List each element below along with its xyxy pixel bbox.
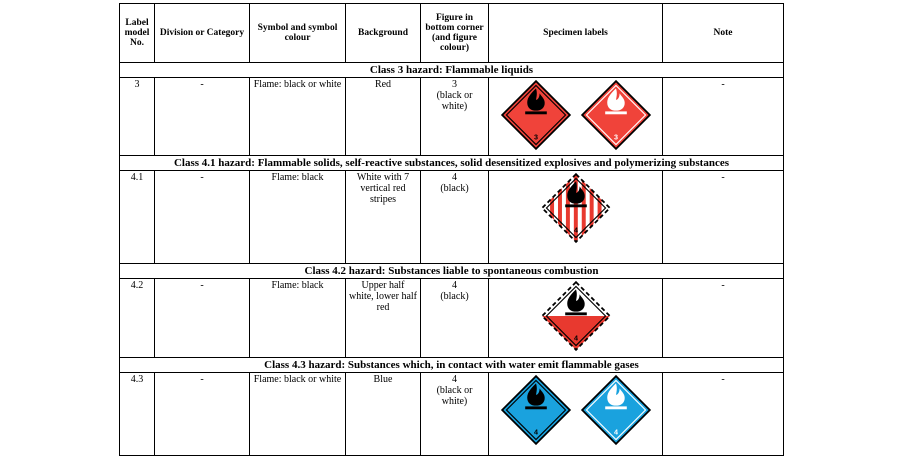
specimen-label-white [580,79,652,151]
section-row [120,156,784,171]
specimen-cell [489,171,663,264]
label-model-cell: 4.1 [120,171,155,264]
class-number: 4 [573,225,578,235]
division-cell: - [155,171,250,264]
note-cell: - [663,279,784,358]
symbol-cell: Flame: black or white [250,373,346,456]
division-cell: - [155,373,250,456]
table-row [120,171,784,264]
note-cell: - [663,373,784,456]
specimen-label-black [500,374,572,446]
table-row [120,279,784,358]
table-row [120,78,784,156]
header-label-model: Label model No. [120,4,155,63]
section-title: Class 4.2 hazard: Substances liable to spontaneous combustion [120,264,784,279]
specimen-labels [491,374,660,446]
background-cell: White with 7 vertical red stripes [346,171,421,264]
section-title: Class 4.1 hazard: Flammable solids, self-reactive substances, solid desensitized explosives and polymerizing substances [120,156,784,171]
division-cell: - [155,279,250,358]
specimen-cell [489,279,663,358]
red-stripe [589,172,593,244]
specimen-label-white [580,374,652,446]
header-division: Division or Category [155,4,250,63]
label-model-cell: 3 [120,78,155,156]
note-cell: - [663,171,784,264]
figure-cell: 4 (black) [421,279,489,358]
red-stripe [550,172,554,244]
symbol-cell: Flame: black [250,171,346,264]
header-background: Background [346,4,421,63]
specimen-labels [491,172,660,244]
specimen-label [540,172,612,244]
red-stripe [558,172,562,244]
header-figure: Figure in bottom corner (and figure colour) [421,4,489,63]
class-number: 3 [613,132,618,142]
red-stripe [597,172,601,244]
section-title: Class 3 hazard: Flammable liquids [120,63,784,78]
figure-cell: 3 (black or white) [421,78,489,156]
section-title: Class 4.3 hazard: Substances which, in contact with water emit flammable gases [120,358,784,373]
class-number: 4 [613,427,618,437]
section-row [120,63,784,78]
note-cell: - [663,78,784,156]
class-number: 4 [573,333,578,343]
symbol-cell: Flame: black or white [250,78,346,156]
table-header-row [120,4,784,63]
label-model-cell: 4.2 [120,279,155,358]
figure-cell: 4 (black or white) [421,373,489,456]
figure-cell: 4 (black) [421,171,489,264]
background-cell: Blue [346,373,421,456]
class-number: 3 [533,132,538,142]
hazard-labels-table [119,3,784,456]
section-row [120,358,784,373]
specimen-cell [489,373,663,456]
division-cell: - [155,78,250,156]
background-cell: Red [346,78,421,156]
specimen-cell [489,78,663,156]
specimen-label [540,280,612,352]
specimen-labels [491,280,660,352]
class-number: 4 [533,427,538,437]
table-row [120,373,784,456]
symbol-cell: Flame: black [250,279,346,358]
label-model-cell: 4.3 [120,373,155,456]
header-symbol: Symbol and symbol colour [250,4,346,63]
background-cell: Upper half white, lower half red [346,279,421,358]
section-row [120,264,784,279]
specimen-labels [491,79,660,151]
specimen-label-black [500,79,572,151]
header-specimen: Specimen labels [489,4,663,63]
header-note: Note [663,4,784,63]
